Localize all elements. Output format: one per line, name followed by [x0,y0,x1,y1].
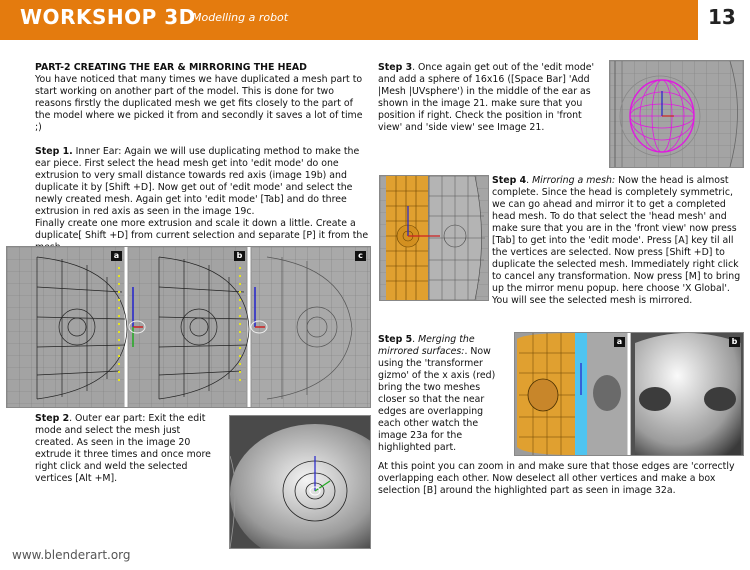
page-number: 13 [708,5,736,29]
step2-block [35,413,220,485]
image-20 [229,415,371,549]
mirror-mesh-illustration [380,176,488,300]
image-23-strip [514,332,744,456]
outer-ear-render [230,416,370,548]
intro-paragraph: You have noticed that many times we have duplicated a mesh part to start working on another part of the model. This is done for two reasons firstly the duplicated mesh we get fits closely to the part of the model where we picked it from and secondly it saves a lot of time ;) [35,74,363,133]
section-heading: PART-2 CREATING THE EAR & MIRRORING THE HEAD [35,62,307,73]
ear-extrusion-illustration [7,247,370,407]
intro-block [35,62,370,254]
image-label-b: b [234,251,245,261]
step4-text: Now the head is almost complete. Since the head is completely symmetric, we can go ahead and mirror it to get a completed head mesh. To do that select the 'head mesh' and make sure that you are in the 'front view' now press [Tab] to get into the 'edit mode'. Press [A] key til all the vertices are selected. Now press [Shift +D] to duplicate the selected mesh. Immediately right click to cancel any transformation. Now press [M] to bring up the mirror menu popup. here choose 'X Global'. You will see the selected mesh is mirrored. [492,175,741,306]
step3-text: . Once again get out of the 'edit mode' and add a sphere of 16x16 ([Space Bar] 'Add |Mesh |UVsphere') in the middle of the ear as shown in the image 21. make sure that you position if right. Check the position in 'front view' and 'side view' see Image 21. [378,62,595,133]
image-label-c: c [355,251,366,261]
step5-paragraph: Step 5. Merging the mirrored surfaces:. Now using the 'transformer gizmo' of the x axis (red) bring the two meshes closer so that the near edges are overlapping each other watch the image 23a for the highlighted part. [378,334,496,453]
step5-label: Step 5 [378,334,413,345]
step4-title: Mirroring a mesh: [532,175,616,186]
step2-text: . Outer ear part: Exit the edit mode and select the mesh just created. As seen in the image 20 extrude it three times and once more right click and weld the selected vertices [Alt +M]. [35,413,211,484]
step4-paragraph: Step 4. Mirroring a mesh: Now the head is almost complete. Since the head is completely symmetric, we can go ahead and mirror it to get a completed head mesh. To do that select the 'head mesh' and make sure that you are in the 'front view' now press [Tab] to get into the 'edit mode'. Press [A] key til all the vertices are selected. Now press [Shift +D] to duplicate the selected mesh. Immediately right click to cancel any transformation. Now press [M] to bring up the mirror menu popup. here choose 'X Global'. You will see the selected mesh is mirrored. [492,175,741,306]
step2-label: Step 2 [35,413,70,424]
magazine-logo: WORKSHOP 3D [20,5,196,29]
step3-label: Step 3 [378,62,413,73]
step5-paragraph-2: At this point you can zoom in and make sure that those edges are 'correctly overlapping each other. Now deselect all other vertices and make a box selection [B] around the highlighted part as seen in image 32a. [378,461,735,496]
image-label-a: a [614,337,625,347]
step1-label: Step 1. [35,146,73,157]
step1-paragraph [35,146,370,218]
image-21 [609,60,744,168]
step5-title: Merging the mirrored surfaces: [378,334,475,357]
page-header [0,0,750,40]
image-22 [379,175,489,301]
image-label-a: a [111,251,122,261]
image-19-strip [6,246,371,408]
merged-head-illustration [515,333,743,455]
step1-text: Inner Ear: Again we will use duplicating method to make the ear piece. First select the head mesh get into 'edit mode' do one extrusion to very small distance towards red axis (image 19b) and duplicate it by [Shift +D]. Now get out of 'edit mode' and select the newly created mesh. Again get into 'edit mode' [Tab] and do three extrusion in red axis as seen in the image 19c. [35,146,360,217]
step5-block [378,334,506,454]
step4-label: Step 4 [492,175,527,186]
step4-block [492,175,742,307]
step3-paragraph [378,62,606,134]
step5-text: . Now using the 'transformer gizmo' of the x axis (red) bring the two meshes closer so that the near edges are overlapping each other watch the image 23a for the highlighted part. [378,346,496,453]
footer-url: www.blenderart.org [12,548,131,562]
step1-paragraph-2: Finally create one more extrusion and scale it down a little. Create a duplicate[ Shift +D] from current selection and separate [P] it from the [35,218,369,241]
step5-continuation [378,461,742,497]
step2-paragraph [35,413,220,485]
article-subtitle: Modelling a robot [192,11,289,24]
uv-sphere-illustration [610,61,743,167]
image-label-b: b [729,337,740,347]
step3-block [378,62,606,134]
